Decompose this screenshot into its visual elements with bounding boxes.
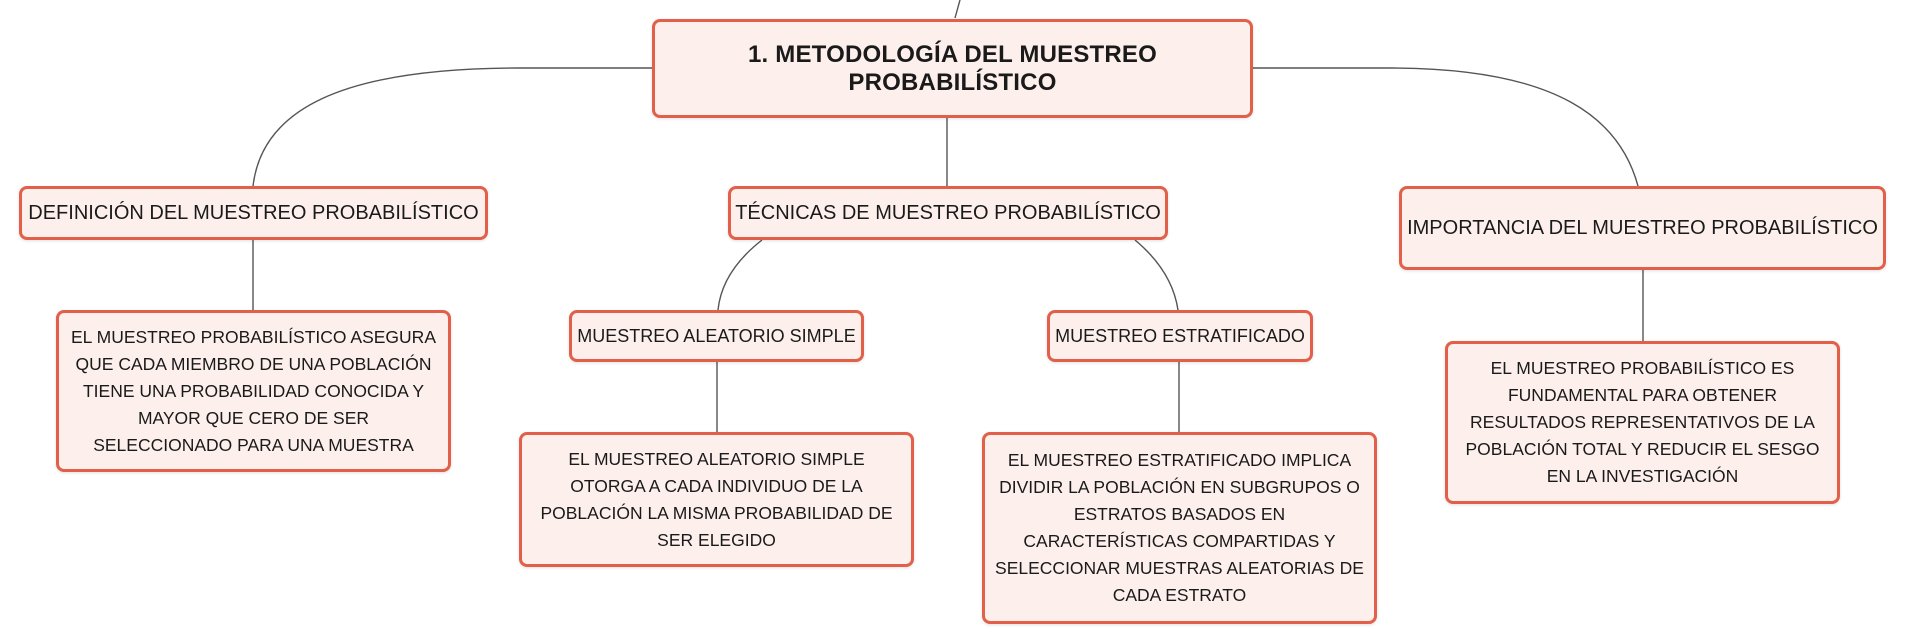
connector-root-importancia [1252, 68, 1638, 186]
aleatorio-detail-text: EL MUESTREO ALEATORIO SIMPLE OTORGA A CADA INDIVIDUO DE LA POBLACIÓN LA MISMA PROBABILIDAD DE SER ELEGIDO [540, 448, 893, 550]
definicion-detail-text: EL MUESTREO PROBABILÍSTICO ASEGURA QUE CADA MIEMBRO DE UNA POBLACIÓN TIENE UNA PROBABILIDAD CONOCIDA Y MAYOR QUE CERO DE SER SELECCIONADO PARA UNA MUESTRA [71, 326, 436, 455]
topic-tecnicas-label: TÉCNICAS DE MUESTREO PROBABILÍSTICO [735, 201, 1161, 224]
topic-definicion-label: DEFINICIÓN DEL MUESTREO PROBABILÍSTICO [28, 201, 479, 224]
connector-root-definicion [253, 68, 652, 186]
connector-tecnicas-aleatorio [718, 240, 762, 310]
connector-tecnicas-estratificado [1135, 240, 1178, 310]
subtopic-estratificado[interactable] [1047, 310, 1313, 362]
topic-tecnicas[interactable] [728, 186, 1168, 240]
root-node-label: 1. METODOLOGÍA DEL MUESTREO PROBABILÍSTICO [748, 40, 1157, 96]
importancia-detail-text: EL MUESTREO PROBABILÍSTICO ES FUNDAMENTAL PARA OBTENER RESULTADOS REPRESENTATIVOS DE LA POBLACIÓN TOTAL Y REDUCIR EL SESGO EN LA INVESTIGACIÓN [1465, 358, 1820, 486]
subtopic-estratificado-label: MUESTREO ESTRATIFICADO [1055, 325, 1305, 346]
topic-importancia[interactable] [1399, 186, 1886, 270]
connector-root-parent [955, 0, 960, 18]
topic-definicion[interactable] [19, 186, 488, 240]
importancia-detail[interactable] [1445, 341, 1840, 504]
root-node[interactable] [652, 19, 1253, 118]
definicion-detail[interactable] [56, 310, 451, 472]
subtopic-aleatorio-simple-label: MUESTREO ALEATORIO SIMPLE [577, 325, 856, 346]
subtopic-aleatorio-simple[interactable] [569, 310, 864, 362]
estratificado-detail-text: EL MUESTREO ESTRATIFICADO IMPLICA DIVIDIR LA POBLACIÓN EN SUBGRUPOS O ESTRATOS BASADOS EN CARACTERÍSTICAS COMPARTIDAS Y SELECCIONAR MUESTRAS ALEATORIAS DE CADA ESTRATO [995, 450, 1364, 605]
aleatorio-detail[interactable] [519, 432, 914, 567]
topic-importancia-label: IMPORTANCIA DEL MUESTREO PROBABILÍSTICO [1407, 216, 1878, 239]
estratificado-detail[interactable] [982, 432, 1377, 624]
